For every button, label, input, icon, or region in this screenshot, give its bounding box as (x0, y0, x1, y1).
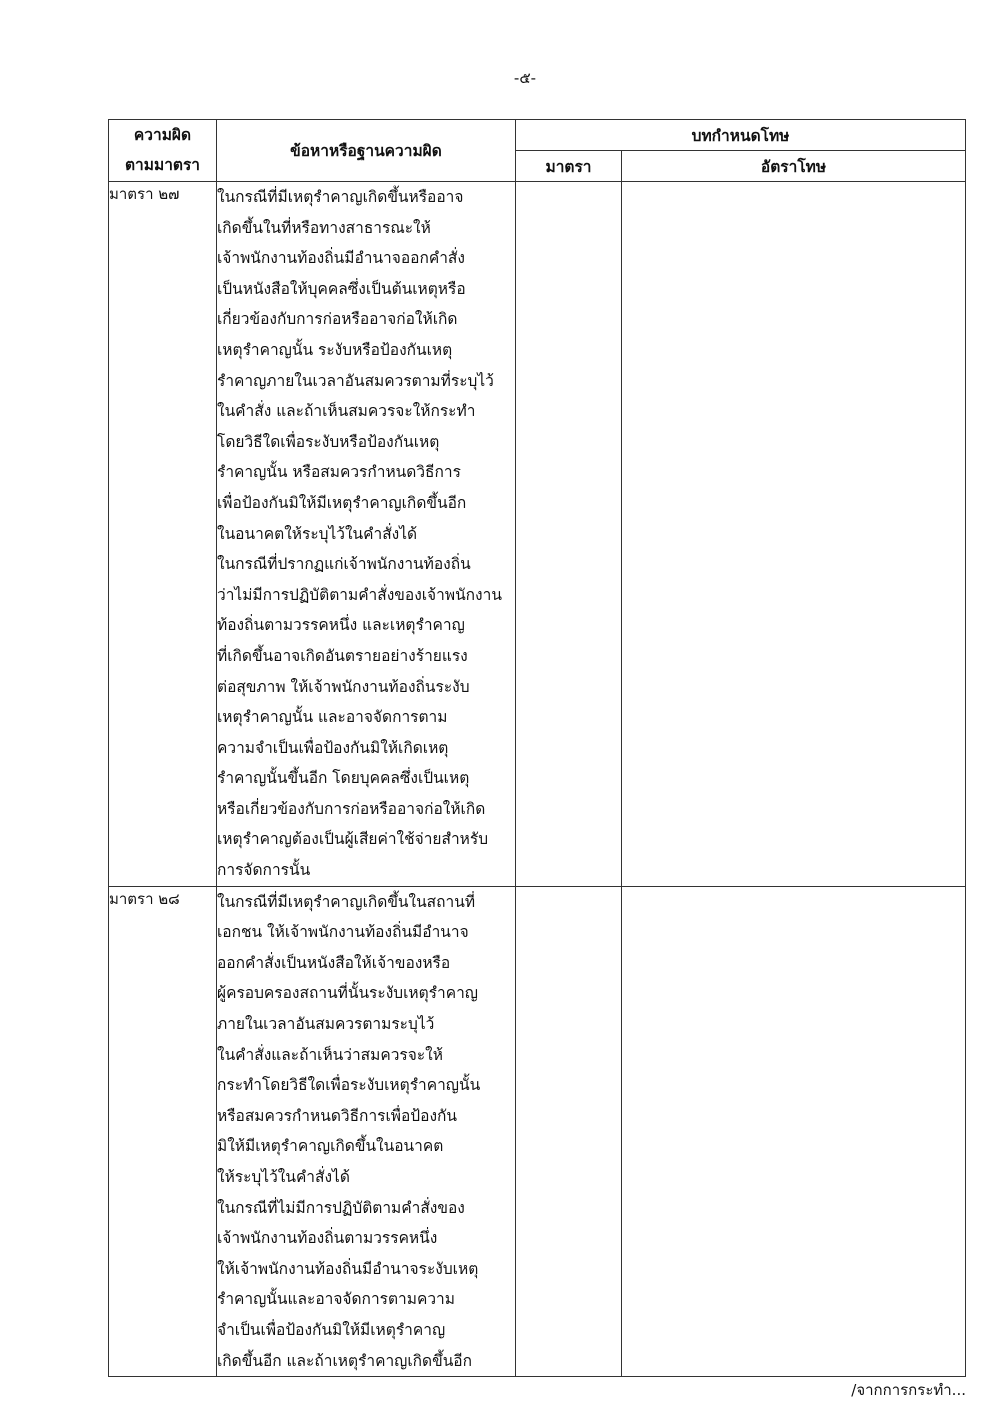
charge-text-line: ที่เกิดขึ้นอาจเกิดอันตรายอย่างร้ายแรง (217, 646, 468, 665)
charge-text-line: ว่าไม่มีการปฏิบัติตามคำสั่งของเจ้าพนักงาน (217, 585, 502, 604)
charge-text-line: เป็นหนังสือให้บุคคลซึ่งเป็นต้นเหตุหรือ (217, 279, 466, 298)
penalty-section-cell (516, 182, 622, 887)
header-penalty: บทกำหนดโทษ (516, 120, 966, 151)
charge-text-line: ต่อสุขภาพ ให้เจ้าพนักงานท้องถิ่นระงับ (217, 677, 470, 696)
charge-text-line: ให้เจ้าพนักงานท้องถิ่นมีอำนาจระงับเหตุ (217, 1259, 479, 1278)
charge-text-cell (217, 886, 516, 1377)
offense-section-cell: มาตรา ๒๗ (109, 182, 217, 887)
charge-text-line: รำคาญนั้นขึ้นอีก โดยบุคคลซึ่งเป็นเหตุ (217, 769, 470, 788)
penalty-table (108, 119, 966, 1377)
charge-text-line: จำเป็นเพื่อป้องกันมิให้มีเหตุรำคาญ (217, 1320, 446, 1339)
charge-text-line: ความจำเป็นเพื่อป้องกันมิให้เกิดเหตุ (217, 738, 449, 757)
table-row (109, 182, 966, 887)
penalty-section-cell (516, 886, 622, 1377)
charge-text-line: โดยวิธีใดเพื่อระงับหรือป้องกันเหตุ (217, 432, 440, 451)
penalty-rate-cell (622, 182, 966, 887)
header-offense-line1: ความผิด (133, 126, 192, 144)
charge-text-line: หรือสมควรกำหนดวิธีการเพื่อป้องกัน (217, 1106, 457, 1125)
header-rate: อัตราโทษ (622, 151, 966, 182)
charge-text-line: เกิดขึ้นในที่หรือทางสาธารณะให้ (217, 218, 431, 237)
charge-text-line: ในกรณีที่ไม่มีการปฏิบัติตามคำสั่งของ (217, 1198, 465, 1217)
page-number: -๕- (513, 69, 537, 87)
charge-text-line: เจ้าพนักงานท้องถิ่นตามวรรคหนึ่ง (217, 1229, 438, 1248)
charge-text-line: ในอนาคตให้ระบุไว้ในคำสั่งได้ (217, 524, 418, 543)
charge-text-line: เกี่ยวข้องกับการก่อหรืออาจก่อให้เกิด (217, 310, 458, 329)
charge-text-line: ให้ระบุไว้ในคำสั่งได้ (217, 1168, 350, 1186)
header-offense-line2: ตามมาตรา (124, 156, 200, 174)
charge-text-line: เหตุรำคาญนั้น ระงับหรือป้องกันเหตุ (217, 340, 453, 359)
charge-text-line: หรือเกี่ยวข้องกับการก่อหรืออาจก่อให้เกิด (217, 799, 486, 818)
charge-text-line: ภายในเวลาอันสมควรตามระบุไว้ (217, 1015, 435, 1034)
charge-text-line: ในคำสั่งและถ้าเห็นว่าสมควรจะให้ (217, 1045, 443, 1064)
charge-text-line: เจ้าพนักงานท้องถิ่นมีอำนาจออกคำสั่ง (217, 249, 465, 268)
charge-text-line: กระทำโดยวิธีใดเพื่อระงับเหตุรำคาญนั้น (217, 1076, 481, 1095)
charge-text-line: ในคำสั่ง และถ้าเห็นสมควรจะให้กระทำ (217, 402, 476, 421)
charge-text-cell (217, 182, 516, 887)
continuation-note: /จากการกระทำ... (851, 1381, 966, 1399)
charge-text-line: เกิดขึ้นอีก และถ้าเหตุรำคาญเกิดขึ้นอีก (217, 1351, 472, 1370)
charge-text-line: เหตุรำคาญนั้น และอาจจัดการตาม (217, 708, 448, 727)
header-section: มาตรา (516, 151, 622, 182)
charge-text-line: รำคาญภายในเวลาอันสมควรตามที่ระบุไว้ (217, 371, 494, 390)
table-row (109, 886, 966, 1377)
charge-text-line: ในกรณีที่ปรากฏแก่เจ้าพนักงานท้องถิ่น (217, 555, 471, 574)
charge-text-line: มิให้มีเหตุรำคาญเกิดขึ้นในอนาคต (217, 1137, 444, 1156)
charge-text-line: เพื่อป้องกันมิให้มีเหตุรำคาญเกิดขึ้นอีก (217, 493, 467, 512)
charge-text-line: เหตุรำคาญต้องเป็นผู้เสียค่าใช้จ่ายสำหรับ (217, 830, 489, 849)
header-offense-section (109, 120, 217, 182)
offense-section-cell: มาตรา ๒๘ (109, 886, 217, 1377)
charge-text-line: ในกรณีที่มีเหตุรำคาญเกิดขึ้นหรืออาจ (217, 188, 464, 206)
charge-text-line: เอกชน ให้เจ้าพนักงานท้องถิ่นมีอำนาจ (217, 923, 469, 942)
charge-text-line: การจัดการนั้น (217, 861, 311, 880)
header-charge: ข้อหาหรือฐานความผิด (217, 120, 516, 182)
penalty-rate-cell (622, 886, 966, 1377)
charge-text-line: ผู้ครอบครองสถานที่นั้นระงับเหตุรำคาญ (217, 984, 478, 1003)
charge-text-line: ในกรณีที่มีเหตุรำคาญเกิดขึ้นในสถานที่ (217, 892, 476, 911)
charge-text-line: ออกคำสั่งเป็นหนังสือให้เจ้าของหรือ (217, 953, 451, 972)
charge-text-line: รำคาญนั้นและอาจจัดการตามความ (217, 1290, 455, 1309)
charge-text-line: ท้องถิ่นตามวรรคหนึ่ง และเหตุรำคาญ (217, 616, 465, 635)
charge-text-line: รำคาญนั้น หรือสมควรกำหนดวิธีการ (217, 463, 461, 482)
